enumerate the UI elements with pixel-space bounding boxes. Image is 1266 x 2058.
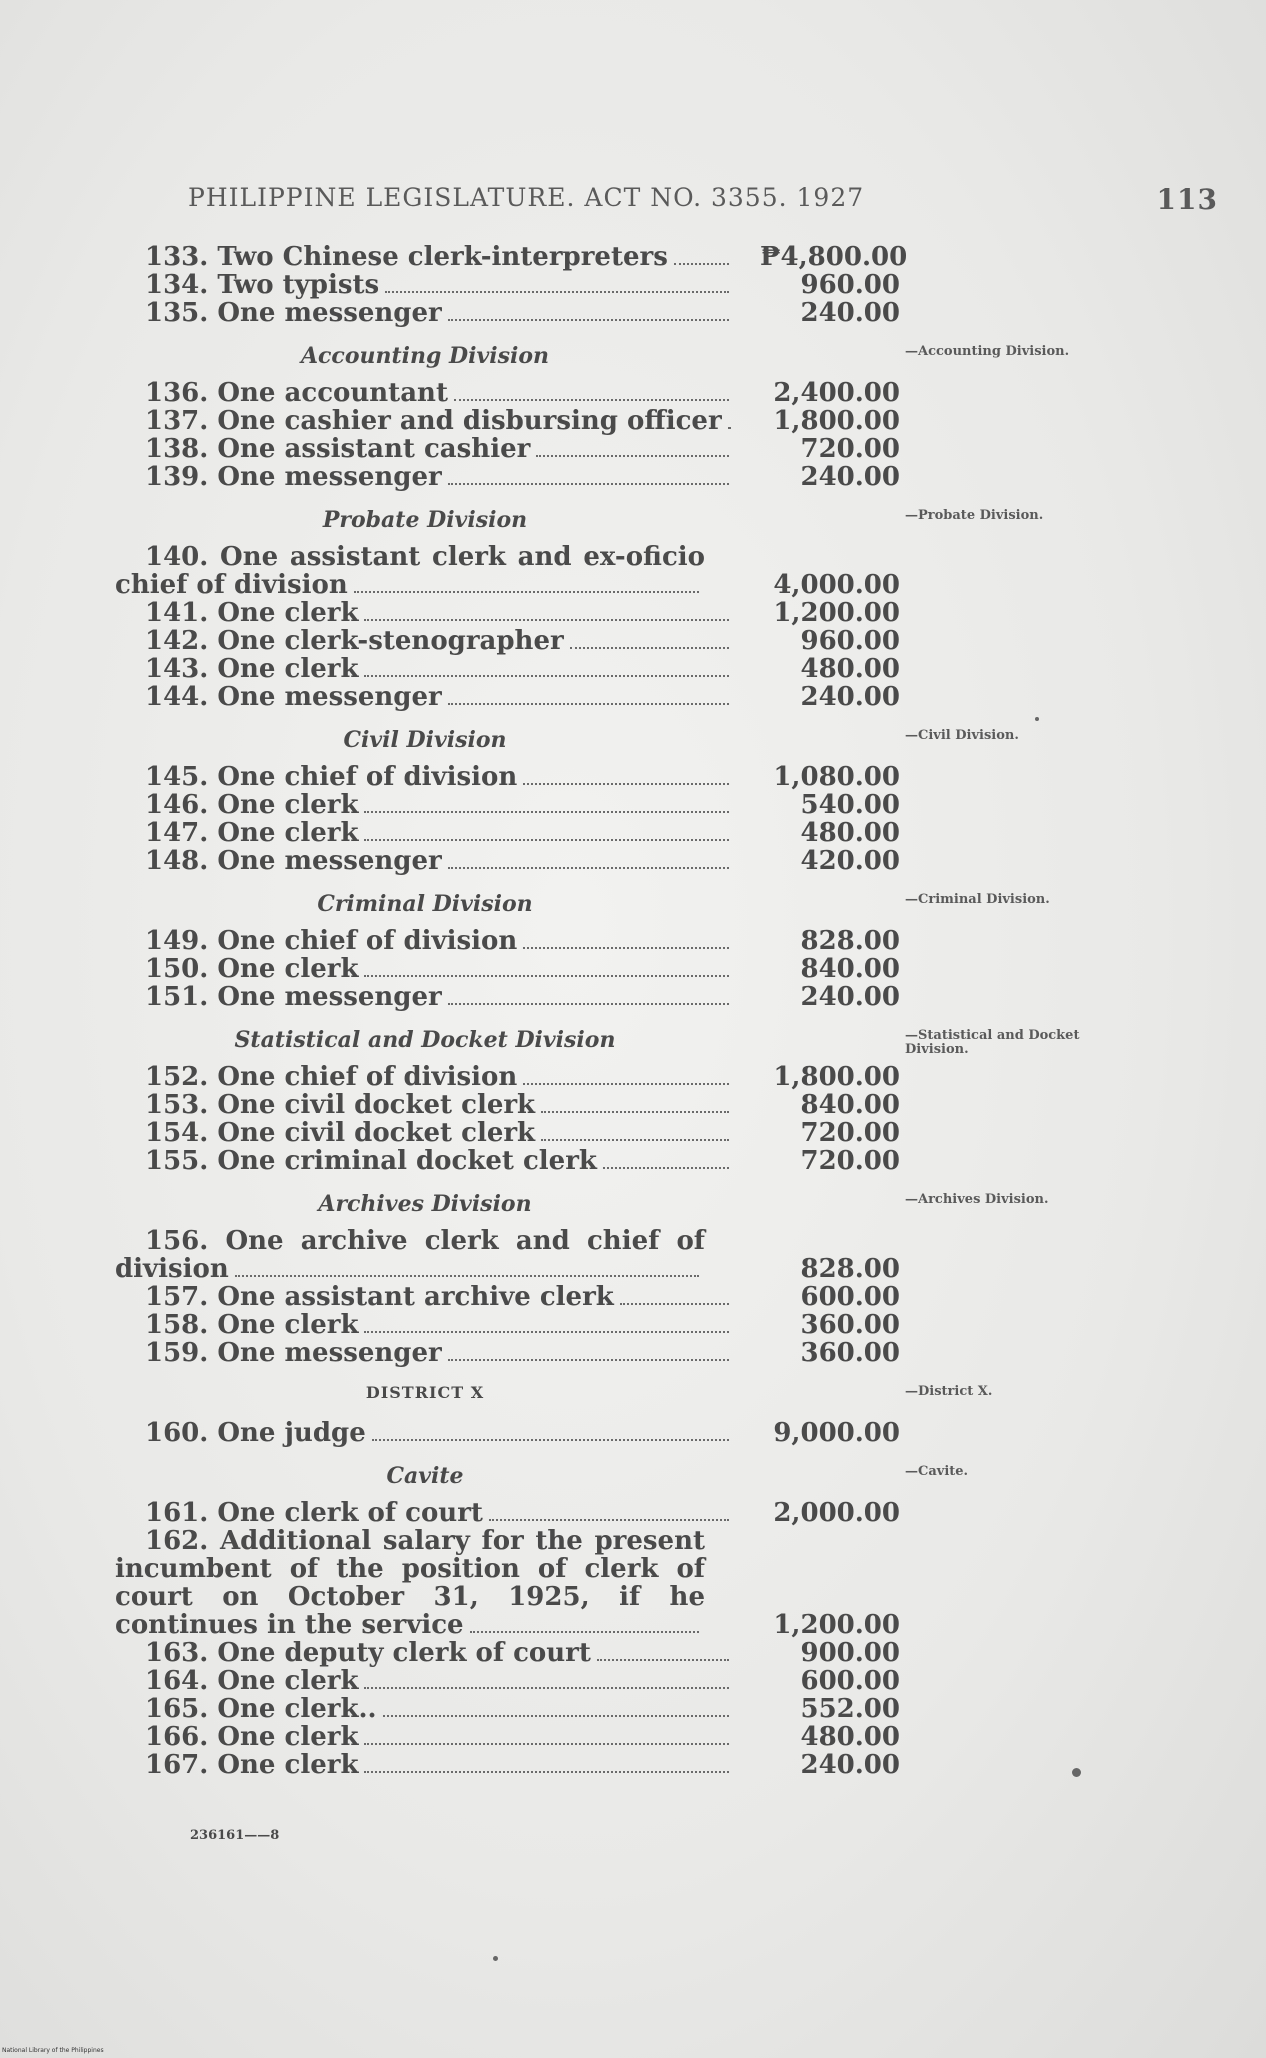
dot-leader [523, 783, 729, 785]
dot-leader [523, 947, 729, 949]
item-description [115, 407, 735, 435]
dot-leader [448, 483, 729, 485]
item-description [115, 847, 735, 875]
item-description [115, 791, 735, 819]
dot-leader [364, 675, 729, 677]
item-amount: 2,400.00 [773, 378, 900, 408]
item-amount: 240.00 [800, 462, 900, 492]
item-description [115, 655, 735, 683]
division-heading [115, 1021, 1115, 1055]
item-amount: 360.00 [800, 1338, 900, 1368]
item-description [115, 819, 735, 847]
item-amount: 960.00 [800, 626, 900, 656]
salary-item [115, 819, 1115, 847]
item-description [115, 379, 735, 407]
item-text: 160. One judge [145, 1418, 366, 1448]
margin-note: —Criminal Division. [905, 892, 1050, 907]
item-description [115, 299, 735, 327]
salary-item [115, 1311, 1115, 1339]
salary-item [115, 1527, 1115, 1639]
item-text: 141. One clerk [145, 598, 359, 628]
margin-note: —Archives Division. [905, 1192, 1049, 1207]
salary-item [115, 1751, 1115, 1779]
dot-leader [364, 1743, 729, 1745]
item-description [115, 1063, 735, 1091]
dot-leader [570, 647, 729, 649]
salary-item [115, 627, 1115, 655]
salary-item [115, 379, 1115, 407]
salary-item [115, 1419, 1115, 1447]
item-text: 147. One clerk [145, 818, 359, 848]
item-amount: 240.00 [800, 1750, 900, 1780]
item-description [115, 1147, 735, 1175]
item-amount: 900.00 [800, 1638, 900, 1668]
item-description [115, 1091, 735, 1119]
salary-item [115, 299, 1115, 327]
item-description [115, 1419, 735, 1447]
item-description [115, 763, 735, 791]
salary-item [115, 683, 1115, 711]
dot-leader [454, 399, 729, 401]
item-text: 145. One chief of division [145, 762, 518, 792]
division-heading [115, 721, 1115, 755]
dot-leader [728, 427, 729, 429]
item-amount: 360.00 [800, 1310, 900, 1340]
salary-item [115, 463, 1115, 491]
item-text: 144. One messenger [145, 682, 442, 712]
salary-item [115, 1283, 1115, 1311]
item-amount: 1,080.00 [773, 762, 900, 792]
item-text: 139. One messenger [145, 462, 442, 492]
division-title: Archives Division [318, 1191, 532, 1217]
item-amount: 828.00 [800, 926, 900, 956]
item-text: 164. One clerk [145, 1666, 359, 1696]
dot-leader [448, 867, 729, 869]
page-number: 113 [1156, 183, 1218, 216]
dot-leader [385, 291, 729, 293]
item-text: 151. One messenger [145, 982, 442, 1012]
dot-leader [364, 839, 729, 841]
item-text: 161. One clerk of court [145, 1498, 483, 1528]
division-heading [115, 337, 1115, 371]
salary-item [115, 1147, 1115, 1175]
item-description [115, 1311, 735, 1339]
dot-leader [364, 1331, 729, 1333]
item-amount: 840.00 [800, 954, 900, 984]
salary-item [115, 1063, 1115, 1091]
dot-leader [448, 1359, 729, 1361]
item-description [115, 927, 735, 955]
item-description [115, 243, 735, 271]
scan-speck [1035, 717, 1039, 721]
item-text: 155. One criminal docket clerk [145, 1146, 597, 1176]
item-amount: 1,200.00 [773, 598, 900, 628]
item-text: 138. One assistant cashier [145, 434, 531, 464]
salary-item [115, 1339, 1115, 1367]
item-amount: 960.00 [800, 270, 900, 300]
dot-leader [364, 811, 729, 813]
division-title: Cavite [386, 1463, 464, 1489]
division-heading [115, 885, 1115, 919]
dot-leader [354, 591, 699, 593]
division-heading [115, 1377, 1115, 1411]
margin-note: —Cavite. [905, 1464, 969, 1479]
item-amount: 1,800.00 [773, 406, 900, 436]
item-text: 156. One archive clerk and chief of division [115, 1226, 705, 1284]
item-amount: 240.00 [800, 298, 900, 328]
item-amount: 2,000.00 [773, 1498, 900, 1528]
item-amount: 720.00 [800, 1118, 900, 1148]
dot-leader [235, 1275, 699, 1277]
item-text: 152. One chief of division [145, 1062, 518, 1092]
item-amount: 4,000.00 [773, 570, 900, 600]
item-amount: 828.00 [800, 1254, 900, 1284]
item-text: 154. One civil docket clerk [145, 1118, 536, 1148]
dot-leader [364, 1687, 729, 1689]
scan-speck [493, 1956, 498, 1961]
dot-leader [603, 1167, 729, 1169]
item-description [115, 463, 735, 491]
salary-item [115, 1695, 1115, 1723]
margin-note: —Accounting Division. [905, 344, 1070, 359]
item-description [115, 1751, 735, 1779]
dot-leader [448, 319, 729, 321]
salary-item [115, 763, 1115, 791]
dot-leader [536, 455, 729, 457]
salary-item [115, 927, 1115, 955]
salary-item [115, 1091, 1115, 1119]
salary-item [115, 847, 1115, 875]
item-text: 166. One clerk [145, 1722, 359, 1752]
salary-item [115, 1667, 1115, 1695]
item-text: 158. One clerk [145, 1310, 359, 1340]
item-text: 150. One clerk [145, 954, 359, 984]
salary-item [115, 791, 1115, 819]
scan-speck [1072, 1768, 1081, 1777]
item-text: 135. One messenger [145, 298, 442, 328]
item-text: 149. One chief of division [145, 926, 518, 956]
salary-item [115, 1499, 1115, 1527]
dot-leader [364, 975, 729, 977]
item-amount: 600.00 [800, 1666, 900, 1696]
item-amount: 552.00 [800, 1694, 900, 1724]
dot-leader [489, 1519, 729, 1521]
item-amount: 480.00 [800, 1722, 900, 1752]
item-text: 134. Two typists [145, 270, 380, 300]
item-description [115, 1667, 735, 1695]
item-description [115, 1119, 735, 1147]
item-amount: 480.00 [800, 654, 900, 684]
division-title: Probate Division [322, 507, 528, 533]
item-amount: 540.00 [800, 790, 900, 820]
item-description [115, 983, 735, 1011]
item-description [115, 1227, 705, 1283]
margin-note: —Civil Division. [905, 728, 1019, 743]
dot-leader [448, 703, 729, 705]
item-amount: 720.00 [800, 434, 900, 464]
print-mark: 236161——8 [190, 1828, 280, 1843]
item-description [115, 599, 735, 627]
margin-note: —District X. [905, 1384, 993, 1399]
division-title: DISTRICT X [365, 1383, 485, 1402]
item-amount: 420.00 [800, 846, 900, 876]
dot-leader [674, 263, 729, 265]
dot-leader [541, 1111, 729, 1113]
item-description [115, 1283, 735, 1311]
dot-leader [372, 1439, 729, 1441]
item-text: 133. Two Chinese clerk-interpreters [145, 242, 668, 272]
dot-leader [364, 619, 729, 621]
item-text: 153. One civil docket clerk [145, 1090, 536, 1120]
item-description [115, 543, 705, 599]
item-text: 136. One accountant [145, 378, 448, 408]
dot-leader [364, 1771, 729, 1773]
item-text: 148. One messenger [145, 846, 442, 876]
item-amount: 600.00 [800, 1282, 900, 1312]
item-text: 140. One assistant clerk and ex-oficio chief of division [115, 542, 705, 600]
salary-item [115, 1723, 1115, 1751]
salary-item [115, 1119, 1115, 1147]
salary-schedule [115, 243, 1115, 1779]
scan-credit: National Library of the Philippines [2, 2047, 104, 2054]
item-amount: 720.00 [800, 1146, 900, 1176]
division-title: Statistical and Docket Division [234, 1027, 616, 1053]
item-amount: 1,800.00 [773, 1062, 900, 1092]
dot-leader [383, 1715, 729, 1717]
item-description [115, 1339, 735, 1367]
item-description [115, 1639, 735, 1667]
salary-item [115, 955, 1115, 983]
division-heading [115, 501, 1115, 535]
item-description [115, 683, 735, 711]
item-description [115, 1499, 735, 1527]
item-text: 165. One clerk.. [145, 1694, 377, 1724]
salary-item [115, 271, 1115, 299]
salary-item [115, 407, 1115, 435]
item-text: 167. One clerk [145, 1750, 359, 1780]
division-title: Criminal Division [317, 891, 533, 917]
dot-leader [448, 1003, 729, 1005]
salary-item [115, 435, 1115, 463]
item-amount: 9,000.00 [773, 1418, 900, 1448]
item-amount: 240.00 [800, 982, 900, 1012]
salary-item [115, 599, 1115, 627]
item-text: 146. One clerk [145, 790, 359, 820]
dot-leader [541, 1139, 729, 1141]
item-text: 142. One clerk-stenographer [145, 626, 564, 656]
salary-item [115, 543, 1115, 599]
salary-item [115, 1639, 1115, 1667]
margin-note: —Probate Division. [905, 508, 1044, 523]
margin-note: —Statistical and Docket Division. [905, 1028, 1080, 1057]
division-title: Accounting Division [300, 343, 550, 369]
salary-item [115, 1227, 1115, 1283]
item-text: 137. One cashier and disbursing officer [145, 406, 722, 436]
item-amount: 840.00 [800, 1090, 900, 1120]
salary-item [115, 655, 1115, 683]
item-text: 163. One deputy clerk of court [145, 1638, 591, 1668]
running-title: PHILIPPINE LEGISLATURE. ACT NO. 3355. 1927 [188, 183, 865, 212]
item-amount: 480.00 [800, 818, 900, 848]
item-description [115, 1695, 735, 1723]
item-amount: 1,200.00 [773, 1610, 900, 1640]
item-text: 162. Additional salary for the present incumbent of the position of clerk of court on October 31, 1925, if he continues in the service [115, 1526, 705, 1640]
dot-leader [620, 1303, 729, 1305]
item-description [115, 1723, 735, 1751]
item-description [115, 435, 735, 463]
item-text: 159. One messenger [145, 1338, 442, 1368]
item-text: 143. One clerk [145, 654, 359, 684]
salary-item [115, 243, 1115, 271]
item-description [115, 1527, 705, 1639]
running-header [188, 183, 1218, 223]
item-text: 157. One assistant archive clerk [145, 1282, 614, 1312]
division-heading [115, 1185, 1115, 1219]
salary-item [115, 983, 1115, 1011]
item-description [115, 955, 735, 983]
division-title: Civil Division [343, 727, 507, 753]
dot-leader [523, 1083, 729, 1085]
division-heading [115, 1457, 1115, 1491]
item-description [115, 271, 735, 299]
item-amount: 240.00 [800, 682, 900, 712]
dot-leader [470, 1631, 699, 1633]
dot-leader [597, 1659, 729, 1661]
item-description [115, 627, 735, 655]
item-amount: ₱4,800.00 [760, 242, 908, 272]
